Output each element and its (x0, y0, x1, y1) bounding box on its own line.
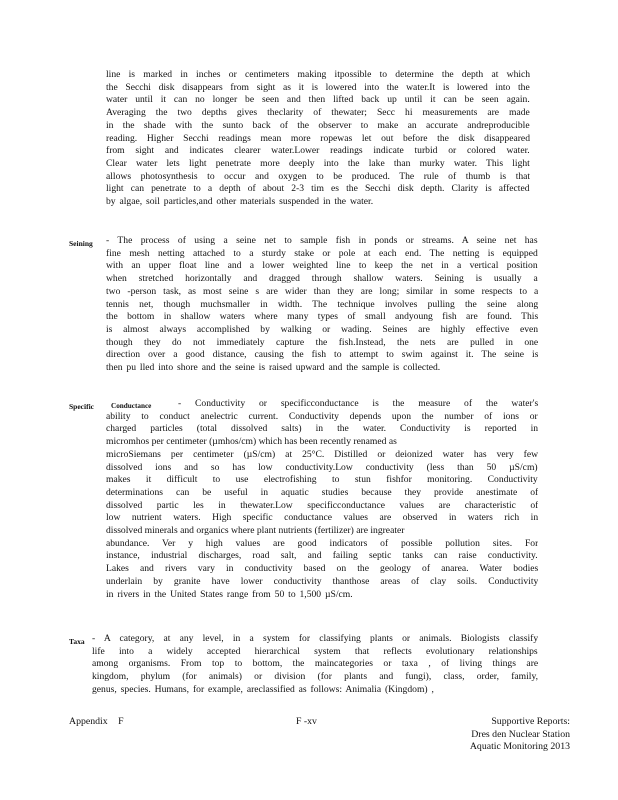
text-line: in the shade with the sunto back of the observer to make an accurate andreproducible (106, 119, 530, 131)
text-line: from sight and indicates clearer water.Lower readings indicate turbid or colored water. (106, 145, 530, 157)
text-line: line is marked in inches or centimeters making itpossible to determine the depth at which (106, 69, 530, 80)
conductance-paragraph (106, 398, 538, 601)
text-line: when stretched horizontally and dragged through shallow waters. Seining is usually a (106, 273, 538, 285)
text-line: ability to conduct anelectric current. Conductivity depends upon the number of ions or (106, 410, 538, 422)
text-line: kingdom, phylum (for animals) or division (for plants and fungi), class, order, family, (92, 671, 538, 683)
text-line: with an upper float line and a lower weighted line to keep the net in a vertical position (106, 260, 538, 272)
text-line: by algae, soil particles,and other materials suspended in the water. (106, 196, 374, 208)
text-line: low nutrient waters. High specific conductance values are observed in waters rich in (106, 512, 538, 524)
text-line: microSiemans per centimeter (µS/cm) at 25°C. Distilled or deionized water has very few (106, 448, 538, 460)
term-seining: Seining (69, 239, 93, 248)
text-line: Averaging the two depths gives theclarity of thewater; Secc hi measurements are made (106, 107, 530, 119)
text-line: then pu lled into shore and the seine is raised upward and the sample is collected. (106, 362, 441, 374)
text-line: direction over a good distance, causing the fish to attempt to swim against it. The seine is (106, 349, 538, 361)
footer-report-info (470, 716, 570, 754)
text-line: allows photosynthesis to occur and oxygen to be produced. The rule of thumb is that (106, 170, 530, 182)
text-line: makes it difficult to use electrofishing to stun fishfor monitoring. Conductivity (106, 474, 538, 486)
text-line: among organisms. From top to bottom, the maincategories or taxa , of living things are (92, 658, 538, 670)
footer-report-line-3: Aquatic Monitoring 2013 (469, 741, 570, 752)
term-specific: Specific (69, 402, 94, 411)
text-line: dissolved partic les in thewater.Low specificconductance values are characteristic of (106, 499, 538, 511)
text-line: - Conductivity or specificconductance is the measure of the water's (178, 398, 538, 409)
taxa-paragraph (92, 633, 538, 697)
text-line: reading. Higher Secchi readings mean more ropewas let out before the disk disappeared (106, 132, 530, 144)
term-taxa: Taxa (69, 637, 85, 646)
text-line: underlain by granite have lower conductivity thanthose areas of clay soils. Conductivity (106, 575, 538, 587)
text-line: in rivers in the United States range from 50 to 1,500 µS/cm. (106, 588, 353, 600)
footer-appendix: Appendix F (69, 716, 124, 727)
text-line: Lakes and rivers vary in conductivity based on the geology of anarea. Water bodies (106, 563, 538, 575)
text-line: dissolved ions and so has low conductivity.Low conductivity (less than 50 µS/cm) (106, 461, 538, 473)
text-line: genus, species. Humans, for example, areclassified as follows: Animalia (Kingdom) , (92, 683, 434, 695)
text-line: water until it can no longer be seen and then lifted back up until it can be seen again. (106, 94, 530, 106)
text-line: fine mesh netting attached to a sturdy stake or pole at each end. The netting is equipped (106, 247, 538, 259)
term-conductance: Conductance (111, 402, 152, 410)
seining-paragraph (106, 235, 538, 375)
text-line: charged particles (total dissolved salts) in the water. Conductivity is reported in (106, 423, 538, 435)
text-line: - The process of using a seine net to sample fish in ponds or streams. A seine net has (106, 235, 538, 246)
text-line: Clear water lets light penetrate more deeply into the lake than murky water. This light (106, 157, 530, 169)
text-line: instance, industrial discharges, road salt, and failing septic tanks can raise conductivity. (106, 550, 538, 562)
footer-report-line-1: Supportive Reports: (491, 716, 570, 727)
text-line: tennis net, though muchsmaller in width. The technique involves pulling the seine along (106, 298, 538, 310)
text-line: micromhos per centimeter (µmhos/cm) which has been recently renamed as (106, 436, 397, 448)
text-line: though they do not immediately capture the fish.Instead, the nets are pulled in one (106, 336, 538, 348)
text-line: the bottom in shallow waters where many types of small andyoung fish are found. This (106, 311, 538, 323)
text-line: the Secchi disk disappears from sight as it is lowered into the water.It is lowered into the (106, 81, 530, 93)
secchi-paragraph (106, 69, 530, 209)
footer-report-line-2: Dres den Nuclear Station (471, 728, 570, 740)
text-line: - A category, at any level, in a system for classifying plants or animals. Biologists classify (92, 633, 538, 644)
text-line: dissolved minerals and organics where plant nutrients (fertilizer) are ingreater (106, 525, 405, 537)
text-line: abundance. Ver y high values are good indicators of possible pollution sites. For (106, 537, 538, 549)
text-line: is almost always accomplished by walking or wading. Seines are highly effective even (106, 323, 538, 335)
text-line: light can penetrate to a depth of about 2-3 tim es the Secchi disk depth. Clarity is affected (106, 183, 530, 195)
footer-page-number: F -xv (296, 716, 317, 727)
text-line: life into a widely accepted hierarchical system that reflects evolutionary relationships (92, 645, 538, 657)
text-line: determinations can be useful in aquatic studies because they provide anestimate of (106, 486, 538, 498)
text-line: two -person task, as most seine s are wider than they are long; similar in some respects to a (106, 285, 538, 297)
